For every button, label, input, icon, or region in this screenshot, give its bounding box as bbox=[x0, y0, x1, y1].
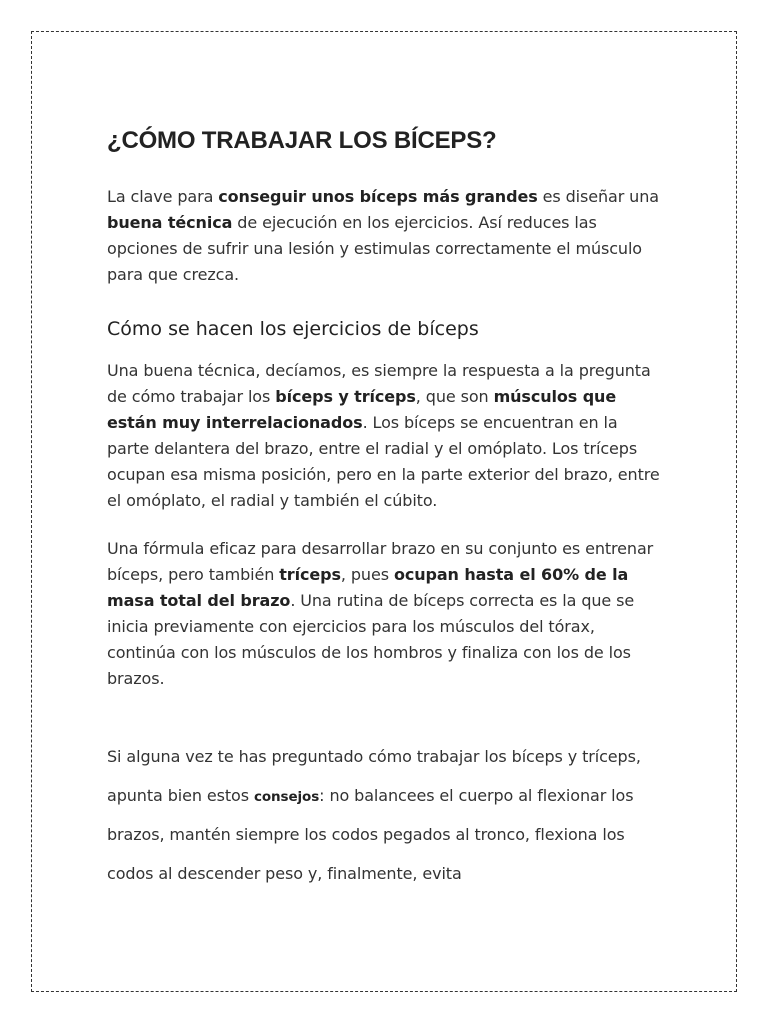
tips-text-2: : no balancees el cuerpo al flexionar los brazos, mantén siempre los codos pegados al tronco, flexiona los codos al descender peso y, finalmente, evita bbox=[107, 785, 634, 883]
tips-text-1: Si alguna vez te has preguntado cómo trabajar los bíceps y tríceps, apunta bien estos bbox=[107, 747, 641, 805]
technique-text-3: . Los bíceps se encuentran en la parte delantera del brazo, entre el radial y el omóplato. Los tríceps ocupan esa misma posición, pero en la parte exterior del brazo, entre el omóplato, el radial y también el cúbito. bbox=[107, 413, 660, 510]
technique-paragraph bbox=[107, 358, 663, 514]
formula-text-3: . Una rutina de bíceps correcta es la que se inicia previamente con ejercicios para los músculos del tórax, continúa con los músculos de los hombros y finaliza con los de los brazos. bbox=[107, 591, 635, 688]
formula-text-2: , pues bbox=[340, 565, 394, 584]
formula-paragraph bbox=[107, 536, 663, 692]
formula-bold-1: tríceps bbox=[279, 565, 341, 584]
technique-text-1: Una buena técnica, decíamos, es siempre la respuesta a la pregunta de cómo trabajar los bbox=[107, 361, 651, 406]
formula-text-1: Una fórmula eficaz para desarrollar brazo en su conjunto es entrenar bíceps, pero también bbox=[107, 539, 654, 584]
technique-bold-1: bíceps y tríceps bbox=[275, 387, 416, 406]
intro-text-3: de ejecución en los ejercicios. Así reduces las opciones de sufrir una lesión y estimulas correctamente el músculo para que crezca. bbox=[107, 213, 642, 284]
technique-bold-2: músculos que están muy interrelacionados bbox=[107, 387, 617, 432]
section-subtitle: Cómo se hacen los ejercicios de bíceps bbox=[107, 318, 479, 340]
technique-text-2: , que son bbox=[415, 387, 494, 406]
intro-paragraph bbox=[107, 184, 663, 288]
article-content bbox=[107, 124, 663, 915]
tips-paragraph bbox=[107, 738, 663, 893]
tips-bold-1: consejos bbox=[253, 788, 320, 805]
formula-bold-2: ocupan hasta el 60% de la masa total del brazo bbox=[107, 565, 629, 610]
intro-bold-1: conseguir unos bíceps más grandes bbox=[218, 187, 538, 206]
intro-text-1: La clave para bbox=[107, 187, 219, 206]
intro-text-2: es diseñar una bbox=[537, 187, 659, 206]
article-title: ¿CÓMO TRABAJAR LOS BÍCEPS? bbox=[107, 127, 497, 154]
intro-bold-2: buena técnica bbox=[107, 213, 233, 232]
